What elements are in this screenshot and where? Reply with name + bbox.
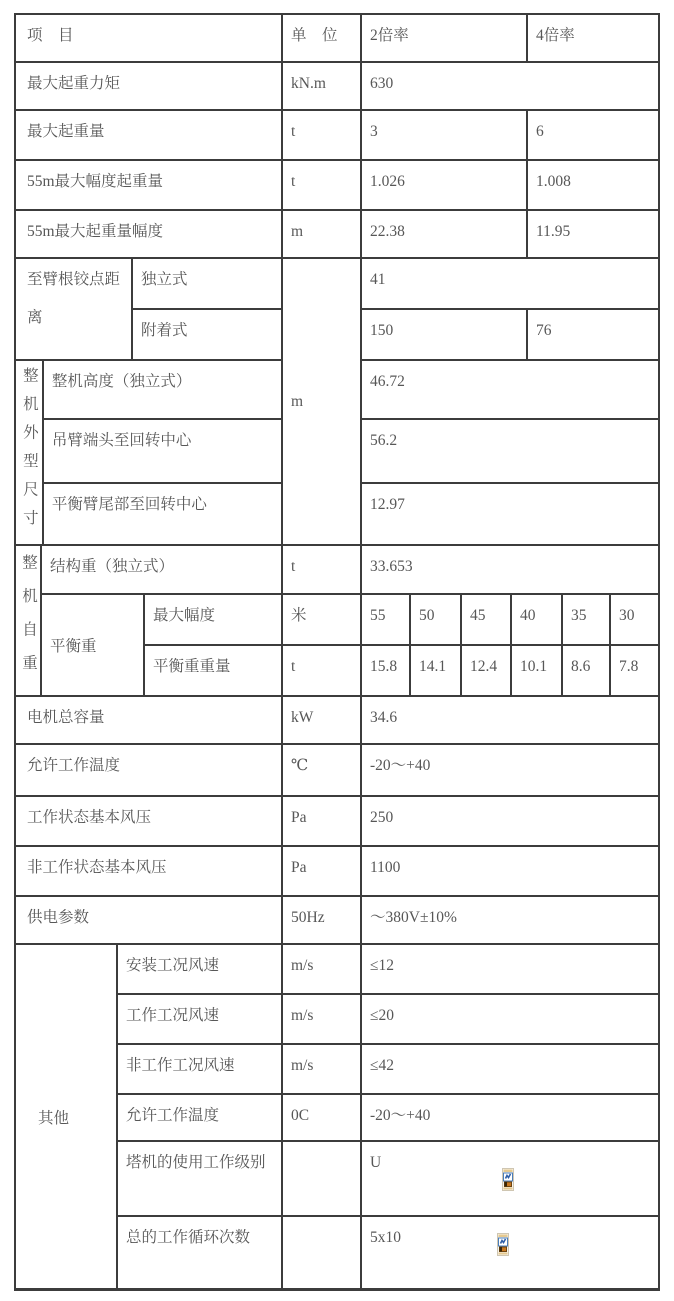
row-unit: m/s xyxy=(283,945,362,993)
row-label: 工作状态基本风压 xyxy=(16,797,283,847)
ballast-radius-value: 50 xyxy=(411,595,462,644)
ballast-radius-value: 55 xyxy=(362,595,411,644)
sub-label: 最大幅度 xyxy=(145,595,283,644)
table-row xyxy=(16,697,658,745)
section-other xyxy=(16,945,658,1288)
dimensions-group xyxy=(16,361,283,544)
header-unit: 单 位 xyxy=(283,15,362,63)
row-unit: t xyxy=(283,546,362,593)
row-value: 33.653 xyxy=(370,558,413,575)
group-label-overall-dimensions xyxy=(16,361,44,544)
row-value: 34.6 xyxy=(362,697,658,745)
shared-unit-cell: m xyxy=(283,259,362,544)
ballast-group xyxy=(42,595,658,695)
ballast-radius-value: 45 xyxy=(462,595,512,644)
spec-table xyxy=(14,13,660,1291)
ballast-radius-value: 35 xyxy=(563,595,611,644)
row-unit: kW xyxy=(283,697,362,745)
broken-image-icon xyxy=(502,1168,514,1191)
row-value: 56.2 xyxy=(362,420,658,484)
row-value: 41 xyxy=(362,259,658,310)
row-label: 55m最大起重量幅度 xyxy=(16,211,283,259)
row-value-text: 5x10 xyxy=(370,1229,401,1246)
sub-label: 平衡重重量 xyxy=(145,646,283,695)
row-unit: 0C xyxy=(283,1095,362,1140)
row-value-2x: 150 xyxy=(362,310,528,359)
group-label-ballast: 平衡重 xyxy=(42,595,145,695)
ballast-radius-value: 40 xyxy=(512,595,563,644)
broken-image-icon xyxy=(497,1233,509,1256)
row-value: -20～+40 xyxy=(370,1107,431,1124)
row-unit: Pa xyxy=(283,847,362,897)
table-row xyxy=(16,161,658,211)
row-label: 最大起重力矩 xyxy=(16,63,283,111)
row-unit: 50Hz xyxy=(283,897,362,945)
row-value: ～380V±10% xyxy=(362,897,658,945)
sub-label: 非工作工况风速 xyxy=(118,1045,283,1093)
ballast-weight-value: 8.6 xyxy=(563,646,611,695)
row-value-4x: 11.95 xyxy=(528,211,658,259)
header-item: 项 目 xyxy=(16,15,283,63)
sub-label: 总的工作循环次数 xyxy=(118,1217,283,1288)
row-value: 630 xyxy=(362,63,658,111)
hinge-group xyxy=(16,259,283,361)
row-label: 最大起重量 xyxy=(16,111,283,161)
row-value-text: U xyxy=(370,1154,382,1171)
row-unit: m/s xyxy=(283,1045,362,1093)
table-row xyxy=(16,897,658,945)
row-label: 供电参数 xyxy=(16,897,283,945)
row-unit: ℃ xyxy=(283,745,362,797)
sub-label: 结构重（独立式） xyxy=(42,546,283,593)
row-value-4x: 6 xyxy=(528,111,658,161)
row-unit xyxy=(283,1142,362,1215)
row-unit: t xyxy=(283,646,362,695)
header-row xyxy=(16,15,658,63)
ballast-weight-value: 12.4 xyxy=(462,646,512,695)
sub-label: 塔机的使用工作级别 xyxy=(118,1142,283,1215)
row-value-2x: 22.38 xyxy=(362,211,528,259)
sub-label: 允许工作温度 xyxy=(118,1095,283,1140)
ballast-weight-value: 10.1 xyxy=(512,646,563,695)
row-label: 55m最大幅度起重量 xyxy=(16,161,283,211)
row-value: ≤12 xyxy=(370,957,395,974)
row-value-4x: 1.008 xyxy=(528,161,658,211)
ballast-weight-value: 15.8 xyxy=(362,646,411,695)
row-label: 允许工作温度 xyxy=(16,745,283,797)
row-value-2x: 1.026 xyxy=(362,161,528,211)
row-value: ≤20 xyxy=(370,1007,395,1024)
sub-label: 吊臂端头至回转中心 xyxy=(44,420,283,484)
table-row xyxy=(16,111,658,161)
sub-label: 独立式 xyxy=(133,259,283,310)
row-unit: kN.m xyxy=(283,63,362,111)
row-label: 非工作状态基本风压 xyxy=(16,847,283,897)
vertical-group-text: 整机自重 xyxy=(20,553,37,688)
row-value: 12.97 xyxy=(370,496,405,513)
sub-label: 附着式 xyxy=(133,310,283,359)
sub-label: 工作工况风速 xyxy=(118,995,283,1043)
table-row xyxy=(16,797,658,847)
sub-label: 整机高度（独立式） xyxy=(44,361,283,420)
row-unit: m xyxy=(283,211,362,259)
table-row xyxy=(16,211,658,259)
header-rate2: 2倍率 xyxy=(362,15,528,63)
row-unit: m/s xyxy=(283,995,362,1043)
row-unit: t xyxy=(283,111,362,161)
group-label-other: 其他 xyxy=(16,945,118,1288)
table-row xyxy=(16,63,658,111)
ballast-weight-value: 14.1 xyxy=(411,646,462,695)
row-unit: 米 xyxy=(283,595,362,644)
row-value: 46.72 xyxy=(362,361,658,420)
row-value xyxy=(362,1142,658,1215)
row-value-4x: 76 xyxy=(536,322,552,339)
ballast-weight-value: 7.8 xyxy=(619,658,639,675)
row-value: ≤42 xyxy=(370,1057,395,1074)
header-rate4: 4倍率 xyxy=(528,15,658,63)
ballast-radius-value: 30 xyxy=(619,607,635,624)
row-value: -20～+40 xyxy=(362,745,658,797)
section-machine-weight xyxy=(16,546,658,697)
group-label-machine-weight xyxy=(16,546,42,695)
row-unit: Pa xyxy=(283,797,362,847)
group-label-hinge-distance: 至臂根铰点距离 xyxy=(16,259,133,359)
sub-label: 平衡臂尾部至回转中心 xyxy=(44,484,283,544)
row-value: 250 xyxy=(362,797,658,847)
row-unit xyxy=(283,1217,362,1288)
row-unit: t xyxy=(283,161,362,211)
vertical-group-text: 整机外型尺寸 xyxy=(20,367,38,538)
row-value-2x: 3 xyxy=(362,111,528,161)
sub-label: 安装工况风速 xyxy=(118,945,283,993)
row-value: 1100 xyxy=(362,847,658,897)
table-row xyxy=(16,847,658,897)
table-row xyxy=(16,745,658,797)
row-value xyxy=(362,1217,658,1288)
section-distance-dimensions xyxy=(16,259,658,546)
row-label: 电机总容量 xyxy=(16,697,283,745)
